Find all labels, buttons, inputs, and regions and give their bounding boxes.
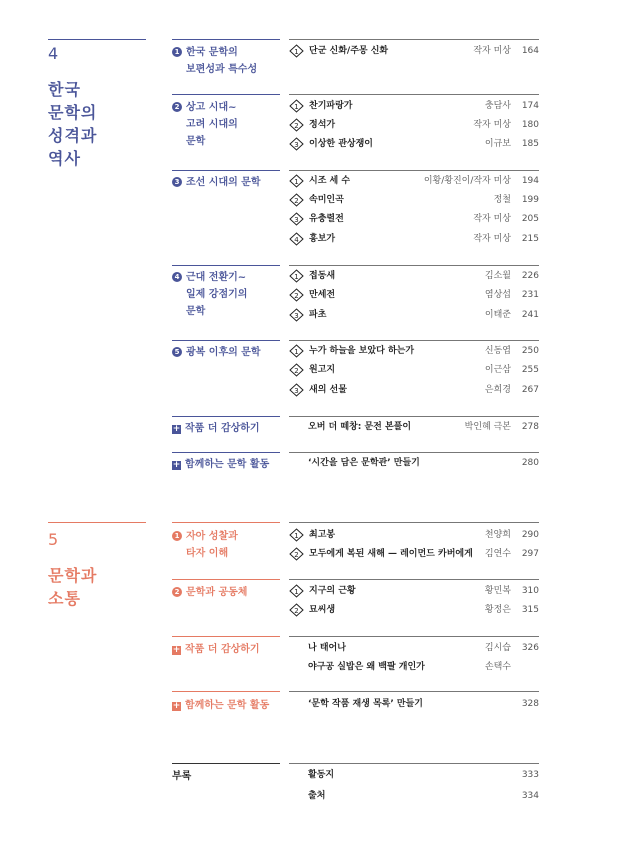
entry-title: ‘문학 작품 재생 목록’ 만들기 bbox=[308, 699, 424, 709]
entry-page-number: 231 bbox=[521, 290, 539, 300]
section-3-label[interactable]: 3 조선 시대의 문학 bbox=[172, 174, 261, 191]
entry-title: 이상한 관상쟁이 bbox=[309, 139, 373, 149]
entry-rule bbox=[289, 94, 539, 95]
entry-page-number: 164 bbox=[521, 46, 539, 56]
entry-page-number: 215 bbox=[521, 234, 539, 244]
diamond-number-icon bbox=[289, 584, 304, 598]
entry-title: 오버 더 떼창: 문전 본풀이 bbox=[308, 422, 412, 432]
section-4-label[interactable]: 4 근대 전환기~ 일제 강점기의 문학 bbox=[172, 269, 247, 320]
diamond-number-icon bbox=[289, 547, 304, 561]
entry-page-number: 199 bbox=[521, 195, 539, 205]
entry-author: 염상섭 bbox=[484, 290, 511, 300]
section-1-label[interactable]: 1 자아 성찰과 타자 이해 bbox=[172, 528, 238, 562]
entry-page-number: 328 bbox=[521, 699, 539, 709]
toc-entry[interactable] bbox=[289, 232, 539, 246]
toc-entry[interactable] bbox=[289, 456, 539, 470]
diamond-number-icon bbox=[289, 174, 304, 188]
toc-entry[interactable] bbox=[289, 137, 539, 151]
entry-author: 정철 bbox=[493, 195, 511, 205]
diamond-number-icon bbox=[289, 44, 304, 58]
entry-title: 모두에게 복된 새해 — 레이먼드 카버에게 bbox=[309, 549, 473, 559]
svg-text:1: 1 bbox=[294, 532, 299, 540]
entry-author: 작자 미상 bbox=[473, 214, 511, 224]
entry-title: 속미인곡 bbox=[309, 195, 344, 205]
toc-entry[interactable] bbox=[289, 641, 539, 655]
number-circle-icon: 4 bbox=[172, 272, 182, 282]
svg-text:2: 2 bbox=[294, 122, 299, 130]
entry-title: 정석가 bbox=[309, 120, 336, 130]
toc-entry[interactable] bbox=[289, 789, 539, 803]
diamond-number-icon bbox=[289, 193, 304, 207]
number-circle-icon: 5 bbox=[172, 347, 182, 357]
toc-entry[interactable] bbox=[289, 528, 539, 542]
section-rule bbox=[172, 763, 280, 764]
section-rule bbox=[172, 416, 280, 417]
entry-page-number: 334 bbox=[521, 791, 539, 801]
entry-author: 황민복 bbox=[484, 586, 511, 596]
unit-5-rule bbox=[48, 522, 146, 523]
svg-text:3: 3 bbox=[294, 141, 299, 149]
diamond-number-icon bbox=[289, 118, 304, 132]
svg-text:3: 3 bbox=[294, 312, 299, 320]
entry-rule bbox=[289, 763, 539, 764]
section-1-label[interactable]: 1 한국 문학의 보편성과 특수성 bbox=[172, 44, 257, 78]
entry-author: 이규보 bbox=[484, 139, 511, 149]
entry-page-number: 205 bbox=[521, 214, 539, 224]
section-rule bbox=[172, 170, 280, 171]
toc-entry[interactable] bbox=[289, 193, 539, 207]
section-rule bbox=[172, 522, 280, 523]
entry-rule bbox=[289, 691, 539, 692]
entry-rule bbox=[289, 39, 539, 40]
entry-author: 이황/황진이/작자 미상 bbox=[423, 176, 511, 186]
toc-entry[interactable] bbox=[289, 344, 539, 358]
svg-text:2: 2 bbox=[294, 197, 299, 205]
entry-page-number: 185 bbox=[521, 139, 539, 149]
section-rule bbox=[172, 265, 280, 266]
entry-title: 단군 신화/주몽 신화 bbox=[309, 46, 389, 56]
entry-title: 새의 선물 bbox=[309, 385, 347, 395]
entry-rule bbox=[289, 522, 539, 523]
entry-page-number: 226 bbox=[521, 271, 539, 281]
diamond-number-icon bbox=[289, 137, 304, 151]
svg-text:2: 2 bbox=[294, 607, 299, 615]
svg-text:2: 2 bbox=[294, 292, 299, 300]
appendix-label[interactable]: 부록 bbox=[172, 771, 192, 782]
diamond-number-icon bbox=[289, 99, 304, 113]
plus-square-icon: + bbox=[172, 701, 181, 711]
entry-author: 김소월 bbox=[484, 271, 511, 281]
svg-text:2: 2 bbox=[294, 551, 299, 559]
toc-entry[interactable] bbox=[289, 174, 539, 188]
diamond-number-icon bbox=[289, 232, 304, 246]
diamond-number-icon bbox=[289, 308, 304, 322]
number-circle-icon: 1 bbox=[172, 531, 182, 541]
toc-entry[interactable] bbox=[289, 383, 539, 397]
entry-title: ‘시간을 담은 문학관’ 만들기 bbox=[308, 458, 420, 468]
entry-page-number: 255 bbox=[521, 365, 539, 375]
entry-rule bbox=[289, 452, 539, 453]
toc-entry[interactable] bbox=[289, 212, 539, 226]
entry-title: 활동지 bbox=[308, 770, 335, 780]
svg-text:1: 1 bbox=[294, 178, 299, 186]
number-circle-icon: 2 bbox=[172, 102, 182, 112]
entry-page-number: 278 bbox=[521, 422, 539, 432]
entry-author: 이태준 bbox=[484, 310, 511, 320]
entry-rule bbox=[289, 170, 539, 171]
unit-4-number: 4 bbox=[48, 44, 59, 63]
entry-rule bbox=[289, 340, 539, 341]
toc-entry[interactable] bbox=[289, 44, 539, 58]
entry-title: 야구공 실밥은 왜 백팔 개인가 bbox=[308, 662, 425, 672]
entry-author: 작자 미상 bbox=[473, 234, 511, 244]
entry-author: 김연수 bbox=[484, 549, 511, 559]
plus-square-icon: + bbox=[172, 460, 181, 470]
diamond-number-icon bbox=[289, 288, 304, 302]
entry-title: 나 태어나 bbox=[308, 643, 346, 653]
unit-5-number: 5 bbox=[48, 530, 59, 549]
entry-author: 손택수 bbox=[484, 662, 511, 672]
entry-page-number: 174 bbox=[521, 101, 539, 111]
entry-page-number: 326 bbox=[521, 643, 539, 653]
plus-square-icon: + bbox=[172, 424, 181, 434]
entry-page-number: 333 bbox=[521, 770, 539, 780]
entry-title: 시조 세 수 bbox=[309, 176, 351, 186]
toc-entry[interactable] bbox=[289, 768, 539, 782]
section-rule bbox=[172, 691, 280, 692]
section-rule bbox=[172, 39, 280, 40]
section-2-label[interactable]: 2 상고 시대~ 고려 시대의 문학 bbox=[172, 99, 238, 150]
entry-author: 박인혜 극본 bbox=[464, 422, 511, 432]
section-rule bbox=[172, 579, 280, 580]
svg-text:2: 2 bbox=[294, 367, 299, 375]
plus-square-icon: + bbox=[172, 645, 181, 655]
toc-entry[interactable] bbox=[289, 660, 539, 674]
svg-text:1: 1 bbox=[294, 588, 299, 596]
entry-title: 접동새 bbox=[309, 271, 336, 281]
toc-entry[interactable] bbox=[289, 99, 539, 113]
svg-text:1: 1 bbox=[294, 273, 299, 281]
entry-page-number: 194 bbox=[521, 176, 539, 186]
entry-page-number: 250 bbox=[521, 346, 539, 356]
toc-entry[interactable] bbox=[289, 288, 539, 302]
entry-title: 묘씨생 bbox=[309, 605, 336, 615]
entry-page-number: 267 bbox=[521, 385, 539, 395]
toc-entry[interactable] bbox=[289, 308, 539, 322]
entry-author: 김시습 bbox=[484, 643, 511, 653]
entry-title: 지구의 근황 bbox=[309, 586, 356, 596]
section-rule bbox=[172, 340, 280, 341]
svg-text:3: 3 bbox=[294, 216, 299, 224]
toc-entry[interactable] bbox=[289, 420, 539, 434]
entry-page-number: 310 bbox=[521, 586, 539, 596]
entry-page-number: 290 bbox=[521, 530, 539, 540]
entry-author: 황정은 bbox=[484, 605, 511, 615]
unit-4-rule bbox=[48, 39, 146, 40]
entry-author: 작자 미상 bbox=[473, 46, 511, 56]
toc-entry[interactable] bbox=[289, 118, 539, 132]
number-circle-icon: 2 bbox=[172, 587, 182, 597]
entry-author: 신동엽 bbox=[484, 346, 511, 356]
toc-entry[interactable] bbox=[289, 269, 539, 283]
section-more-reading-label[interactable]: + 작품 더 감상하기 bbox=[172, 423, 260, 434]
entry-title: 찬기파랑가 bbox=[309, 101, 353, 111]
entry-author: 충담사 bbox=[484, 101, 511, 111]
toc-entry[interactable] bbox=[289, 584, 539, 598]
unit-4-title: 한국 문학의 성격과 역사 bbox=[48, 80, 98, 168]
entry-title: 출처 bbox=[308, 791, 326, 801]
section-rule bbox=[172, 636, 280, 637]
entry-title: 파초 bbox=[309, 310, 327, 320]
entry-author: 은희경 bbox=[484, 385, 511, 395]
diamond-number-icon bbox=[289, 603, 304, 617]
entry-page-number: 315 bbox=[521, 605, 539, 615]
section-2-label[interactable]: 2 문학과 공동체 bbox=[172, 584, 247, 601]
entry-rule bbox=[289, 579, 539, 580]
number-circle-icon: 1 bbox=[172, 47, 182, 57]
entry-page-number: 241 bbox=[521, 310, 539, 320]
toc-entry[interactable] bbox=[289, 603, 539, 617]
entry-rule bbox=[289, 636, 539, 637]
toc-entry[interactable] bbox=[289, 363, 539, 377]
toc-entry[interactable] bbox=[289, 697, 539, 711]
diamond-number-icon bbox=[289, 344, 304, 358]
section-activity-label[interactable]: + 함께하는 문학 활동 bbox=[172, 700, 270, 711]
section-5-label[interactable]: 5 광복 이후의 문학 bbox=[172, 344, 261, 361]
entry-title: 만세전 bbox=[309, 290, 336, 300]
section-rule bbox=[172, 452, 280, 453]
diamond-number-icon bbox=[289, 212, 304, 226]
unit-5-title: 문학과 소통 bbox=[48, 566, 98, 608]
section-rule bbox=[172, 94, 280, 95]
entry-author: 천양희 bbox=[484, 530, 511, 540]
entry-page-number: 297 bbox=[521, 549, 539, 559]
entry-title: 최고봉 bbox=[309, 530, 336, 540]
diamond-number-icon bbox=[289, 269, 304, 283]
svg-text:4: 4 bbox=[294, 236, 299, 244]
entry-author: 작자 미상 bbox=[473, 120, 511, 130]
svg-text:1: 1 bbox=[294, 103, 299, 111]
section-activity-label[interactable]: + 함께하는 문학 활동 bbox=[172, 459, 270, 470]
diamond-number-icon bbox=[289, 363, 304, 377]
svg-text:1: 1 bbox=[294, 348, 299, 356]
entry-title: 누가 하늘을 보았다 하는가 bbox=[309, 346, 415, 356]
entry-page-number: 280 bbox=[521, 458, 539, 468]
diamond-number-icon bbox=[289, 383, 304, 397]
diamond-number-icon bbox=[289, 528, 304, 542]
number-circle-icon: 3 bbox=[172, 177, 182, 187]
entry-title: 유충렬전 bbox=[309, 214, 344, 224]
toc-entry[interactable] bbox=[289, 547, 539, 561]
entry-rule bbox=[289, 265, 539, 266]
entry-rule bbox=[289, 416, 539, 417]
section-more-reading-label[interactable]: + 작품 더 감상하기 bbox=[172, 644, 260, 655]
svg-text:1: 1 bbox=[294, 48, 299, 56]
entry-title: 원고지 bbox=[309, 365, 336, 375]
entry-page-number: 180 bbox=[521, 120, 539, 130]
svg-text:3: 3 bbox=[294, 387, 299, 395]
entry-author: 이근삼 bbox=[484, 365, 511, 375]
entry-title: 흥보가 bbox=[309, 234, 336, 244]
